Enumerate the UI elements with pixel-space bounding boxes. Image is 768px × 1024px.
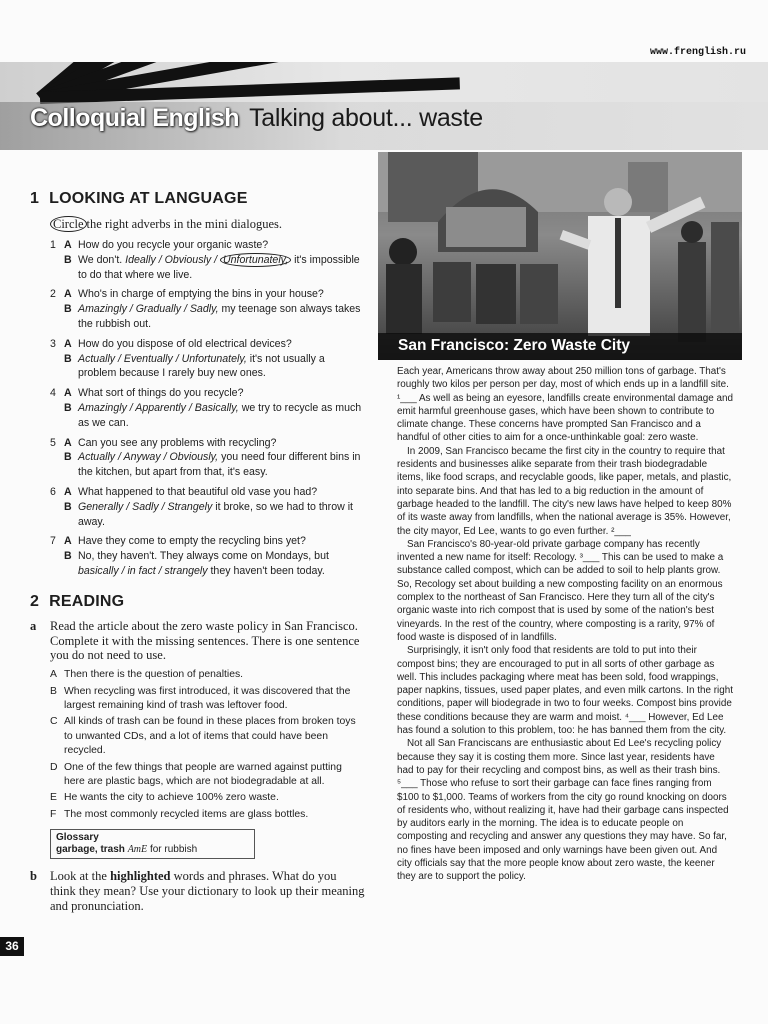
article-photo	[378, 152, 742, 360]
reading-task-a: a Read the article about the zero waste policy in San Francisco. Complete it with the missing sentences. There is one sentence you do not need to use.	[30, 618, 360, 663]
site-url[interactable]: www.frenglish.ru	[649, 47, 746, 58]
speaker-a-line: A Can you see any problems with recycling?	[64, 436, 277, 449]
article-paragraph: Each year, Americans throw away about 250 million tons of garbage. That's roughly two kilos per person per day, most of which ends up in a landfill site. ¹___ As well as being an eyesore, landfills create environmental damage and emit harmful greenhouse gases, which have been shown to contribute to climate change. These concerns have prompted San Francisco and a handful of other cities to aim for a once-unthinkable goal: zero waste.	[397, 366, 733, 444]
speaker-b-line: B Actually / Eventually / Unfortunately, it's not usually a problem because I rarely buy new ones.	[64, 352, 325, 380]
sentence-option: D One of the few things that people are warned against putting here are plastic bags, which are not biodegradable at all.	[50, 761, 342, 787]
dialogue-item	[50, 436, 365, 480]
article-paragraph: Not all San Franciscans are enthusiastic about Ed Lee's recycling policy because they say it is costing them more. Since last year, residents have had to pay for their recycling and compost bins, as well as their trash bins. ⁵___ Those who refuse to sort their garbage can face fines ranging from $100 to $1,000. Teams of workers from the city go round knocking on doors of residents who, without realizing it, have had their garbage cans inspected by auditors early in the morning. The idea is to educate people on composting and recycling and answer any questions they may have. So far, no fines have been imposed and only warnings have been given out. And city officials say that the more people know about zero waste, the keener they are to support the policy.	[397, 738, 729, 883]
dialogue-number: 4	[50, 387, 56, 400]
photo-illustration	[378, 152, 742, 360]
page-number: 36	[0, 937, 24, 956]
dialogue-list	[30, 238, 365, 579]
circled-answer: Unfortunately,	[220, 253, 291, 267]
glossary-box: Glossary garbage, trash AmE for rubbish	[50, 829, 255, 859]
speaker-b-line: B No, they haven't. They always come on Mondays, but basically / in fact / strangely they haven't been today.	[64, 550, 329, 577]
left-column	[30, 190, 365, 914]
section1-instruction: Circle the right adverbs in the mini dialogues.	[50, 217, 365, 232]
dialogue-item	[50, 238, 365, 282]
dialogue-item	[50, 534, 365, 578]
page-title	[30, 104, 483, 133]
sentence-option: E He wants the city to achieve 100% zero waste.	[50, 792, 279, 804]
missing-sentences-list	[50, 668, 365, 822]
speaker-a-line: A What sort of things do you recycle?	[64, 387, 244, 400]
sentence-option: A Then there is the question of penalties.	[50, 669, 244, 681]
reading-section	[30, 593, 365, 914]
speaker-a-line: A What happened to that beautiful old vase you had?	[64, 485, 318, 498]
title-bold: Colloquial English	[30, 104, 240, 132]
dialogue-item	[50, 287, 365, 331]
title-rest: Talking about... waste	[249, 104, 483, 132]
dialogue-item	[50, 386, 365, 430]
dialogue-number: 5	[50, 436, 56, 449]
reading-task-b: b Look at the highlighted words and phrases. What do you think they mean? Use your dictionary to look up their meaning and pronunciation.	[30, 869, 365, 913]
dialogue-item	[50, 337, 365, 381]
dialogue-item	[50, 485, 365, 529]
section1-heading: 1 LOOKING AT LANGUAGE	[30, 190, 248, 207]
speaker-a-line: A How do you recycle your organic waste?	[64, 239, 269, 251]
section2-heading: 2 READING	[30, 592, 125, 610]
dialogue-number: 7	[50, 535, 56, 548]
speaker-b-line: B Actually / Anyway / Obviously, you need four different bins in the kitchen, but apart from that, it's easy.	[64, 451, 361, 479]
article-paragraph: Surprisingly, it isn't only food that residents are told to put into their compost bins; they are encouraged to put in all sorts of other garbage as well. This includes packaging where meat has been sold, food wrappings, paper napkins, tissues, used paper plates, and even milk cartons. In the right conditions, paper will biodegrade in two to four weeks. Compost bins provide these conditions because they are warm and moist. ⁴___ However, Ed Lee has found a solution to this problem, too: he has banned them from the city.	[397, 645, 733, 737]
speaker-b-line: B We don't. Ideally / Obviously / Unfortunately, it's impossible to do that where we live.	[64, 253, 360, 281]
article-paragraph: In 2009, San Francisco became the first city in the country to require that residents and businesses alike separate from their trash biodegradable items, like food scraps, and recyclable goods, like paper, metals, and plastic, into separate bins. And that has led to a big reduction in the amount of garbage headed to the landfill. The city's new laws have helped to keep 80% of its waste away from landfills, when the national average is 35%. However, the city mayor, Ed Lee, wants to go even further. ²___	[397, 445, 732, 537]
sentence-option: C All kinds of trash can be found in these places from broken toys to unwanted CDs, and a lot of items that could have been recycled.	[50, 716, 356, 757]
speaker-a-line: A Who's in charge of emptying the bins in your house?	[64, 288, 324, 301]
speaker-b-line: B Amazingly / Apparently / Basically, we try to recycle as much as we can.	[64, 401, 362, 429]
article-paragraph: San Francisco's 80-year-old private garbage company has recently invented a new name for itself: Recology. ³___ This can be used to make a substance called compost, which can be added to soil to help plants grow. So, Recology set about building a new composting facility on an enormous complex to the northeast of San Francisco. Here they turn all of the city's organic waste into rich compost that is used by some of the nation's best vineyards. In the rest of the country, where composting is a rarity, 97% of food waste is disposed of in landfills.	[397, 538, 724, 643]
speaker-b-line: B Generally / Sadly / Strangely it broke, so we had to throw it away.	[64, 500, 353, 528]
sentence-option: B When recycling was first introduced, it was discovered that the largest remaining kind of trash was leftover food.	[50, 685, 351, 711]
sentence-option: F The most commonly recycled items are glass bottles.	[50, 808, 309, 820]
speaker-a-line: A Have they come to empty the recycling bins yet?	[64, 535, 306, 548]
speaker-a-line: A How do you dispose of old electrical devices?	[64, 337, 292, 350]
article-text	[397, 365, 733, 884]
dialogue-number: 3	[50, 337, 56, 350]
photo-caption: San Francisco: Zero Waste City	[378, 333, 742, 360]
title-banner	[0, 62, 768, 150]
dialogue-number: 6	[50, 485, 56, 498]
dialogue-number: 1	[50, 239, 56, 251]
speaker-b-line: B Amazingly / Gradually / Sadly, my teenage son always takes the rubbish out.	[64, 303, 361, 330]
dialogue-number: 2	[50, 288, 56, 301]
